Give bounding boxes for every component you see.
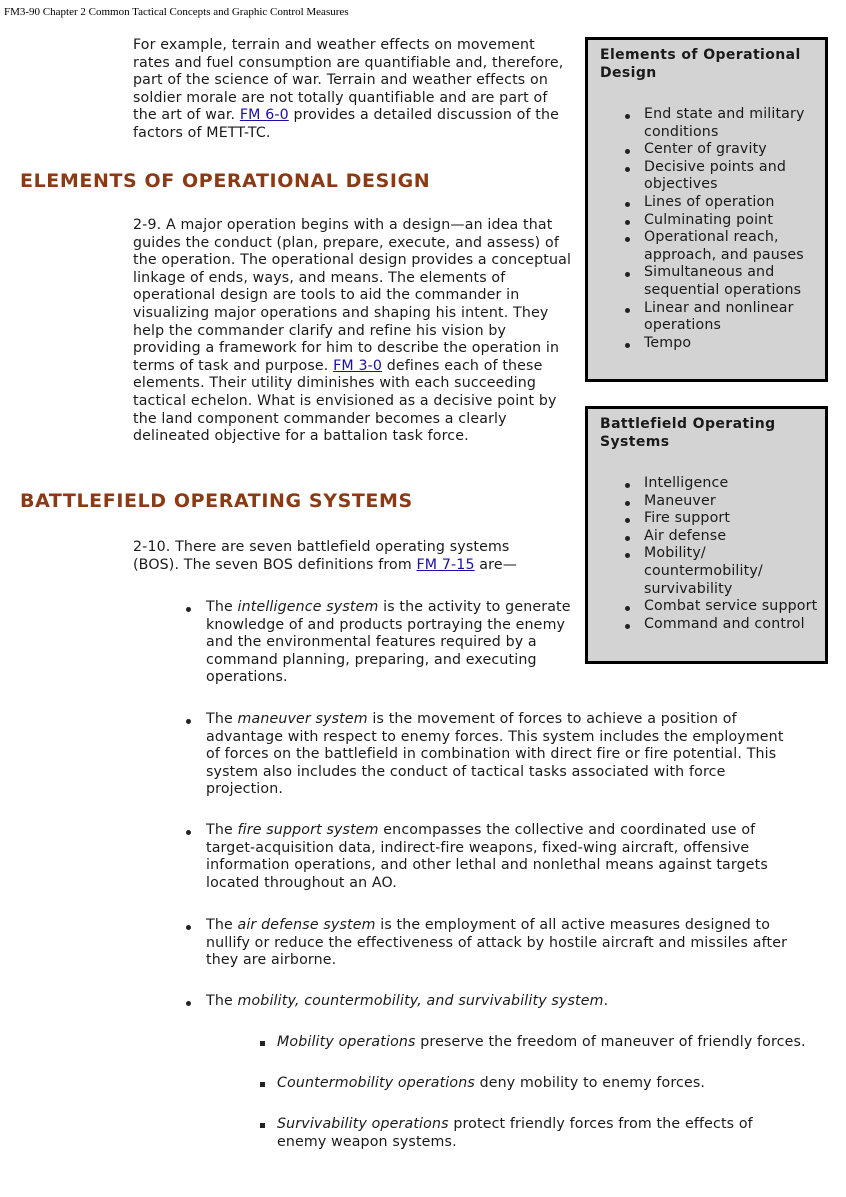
bullet-icon [186, 719, 191, 724]
sidebar-list-item [588, 300, 828, 335]
bullet-icon [625, 237, 630, 242]
item-lead: The [206, 599, 238, 615]
sidebar-item-text: Air defense [644, 527, 727, 544]
intro-text-end: provides a detailed discussion of the factors of METT-TC. [133, 107, 560, 141]
bullet-icon [625, 308, 630, 313]
sidebar-item-text: Combat service support [644, 598, 818, 615]
sub-item-term: Mobility operations [277, 1034, 416, 1050]
bullet-icon [625, 606, 630, 611]
sub-list-item [277, 1034, 822, 1052]
paragraph-2-10-text-end: are— [474, 556, 518, 573]
section-heading-operational-design: ELEMENTS OF OPERATIONAL DESIGN [20, 170, 431, 192]
sub-item-term: Countermobility operations [277, 1075, 475, 1091]
sidebar-item-text: Command and control [644, 615, 805, 632]
paragraph-2-9-text: 2-9. A major operation begins with a design—an idea that guides the conduct (plan, prepare, execute, and assess) of the operation. The operational design provides a conceptual linkage of ends, ways, and means. The elements of operational design are tools to aid the commander in visualizing major operations and shaping his intent. They help the commander clarify and refine his vision by providing a framework for him to describe the operation in terms of task and purpose. [133, 217, 572, 374]
sidebar-item-text: Maneuver [644, 492, 716, 509]
bullet-icon [625, 518, 630, 523]
sidebar-list-item [588, 528, 828, 546]
sidebar-item-text: Mobility/ countermobility/ survivability [644, 545, 763, 597]
bullet-icon [625, 220, 630, 225]
sidebar-list-item [588, 475, 828, 493]
item-lead: The [206, 917, 238, 933]
item-text: is the movement of forces to achieve a position of advantage with respect to enemy forces. This system includes the employment of forces on the battlefield in combination with direct fire or fire potential. This system also includes the conduct of tactical tasks associated with force projection. [206, 711, 784, 798]
list-item [206, 711, 796, 799]
sidebar-item-text: End state and military conditions [644, 106, 805, 140]
sidebar-list-item [588, 335, 828, 353]
bullet-icon [625, 501, 630, 506]
item-lead: The [206, 711, 238, 727]
sidebar-list [588, 475, 828, 633]
sidebar-title: Elements of Operational Design [600, 47, 801, 81]
bullet-icon [625, 202, 630, 207]
sidebar-list-item [588, 212, 828, 230]
sidebar-list-item [588, 229, 828, 264]
sidebar-list-item [588, 545, 828, 598]
sub-list-item [277, 1075, 822, 1093]
sub-item-text: preserve the freedom of maneuver of friendly forces. [415, 1034, 806, 1050]
sidebar-list-item [588, 598, 828, 616]
item-term: intelligence system [237, 599, 379, 615]
list-item [206, 993, 796, 1011]
bullet-icon [625, 624, 630, 629]
sub-item-text: deny mobility to enemy forces. [474, 1075, 706, 1091]
paragraph-2-9-text-end: defines each of these elements. Their utility diminishes with each succeeding tactical echelon. What is envisioned as a decisive point by the land component commander becomes a clearly delineated objective for a battalion task force. [133, 357, 557, 445]
sidebar-list-item [588, 159, 828, 194]
sub-list-item [277, 1116, 777, 1151]
bullet-icon [625, 343, 630, 348]
sidebar-operational-design [585, 37, 828, 382]
item-text: . [603, 993, 609, 1009]
sidebar-item-text: Lines of operation [644, 193, 775, 210]
sidebar-item-text: Tempo [644, 334, 692, 351]
sidebar-bos [585, 406, 828, 664]
bullet-icon [186, 607, 191, 612]
list-item [206, 822, 796, 892]
sidebar-title: Battlefield Operating Systems [600, 416, 776, 450]
sidebar-list-item [588, 510, 828, 528]
square-bullet-icon [260, 1082, 265, 1087]
bullet-icon [625, 167, 630, 172]
bullet-icon [625, 553, 630, 558]
sidebar-list-item [588, 106, 828, 141]
sidebar-list-item [588, 194, 828, 212]
bullet-icon [625, 536, 630, 541]
bullet-icon [186, 925, 191, 930]
square-bullet-icon [260, 1041, 265, 1046]
bullet-icon [625, 483, 630, 488]
sidebar-item-text: Intelligence [644, 475, 729, 491]
bullet-icon [186, 830, 191, 835]
item-text: encompasses the collective and coordinated use of target-acquisition data, indirect-fire weapons, fixed-wing aircraft, offensive information operations, and other lethal and nonlethal means against targets located throughout an AO. [206, 822, 768, 891]
item-term: maneuver system [237, 711, 368, 727]
item-lead: The [206, 993, 238, 1009]
item-term: fire support system [237, 822, 379, 838]
sidebar-item-text: Center of gravity [644, 141, 767, 158]
paragraph-2-10 [133, 539, 553, 574]
fm-7-15-link[interactable]: FM 7-15 [416, 556, 475, 573]
list-item [206, 917, 796, 970]
fm-3-0-link[interactable]: FM 3-0 [333, 357, 383, 374]
sidebar-item-text: Operational reach, approach, and pauses [644, 229, 804, 263]
sidebar-item-text: Linear and nonlinear operations [644, 299, 794, 334]
intro-paragraph [133, 37, 575, 143]
bullet-icon [625, 114, 630, 119]
item-lead: The [206, 822, 238, 838]
sidebar-list-item [588, 264, 828, 299]
bullet-icon [625, 272, 630, 277]
sidebar-item-text: Culminating point [644, 211, 774, 228]
bullet-icon [186, 1001, 191, 1006]
sidebar-item-text: Simultaneous and sequential operations [644, 264, 802, 298]
item-term: air defense system [237, 917, 376, 933]
paragraph-2-9 [133, 217, 575, 446]
fm-6-0-link[interactable]: FM 6-0 [239, 107, 289, 124]
item-text: is the activity to generate knowledge of and products portraying the enemy and the environmental features required by a command planning, preparing, and executing operations. [206, 599, 571, 686]
sub-item-text: protect friendly forces from the effects of enemy weapon systems. [277, 1116, 753, 1150]
square-bullet-icon [260, 1123, 265, 1128]
sub-item-term: Survivability operations [277, 1116, 449, 1132]
item-term: mobility, countermobility, and survivability system [237, 993, 604, 1009]
sidebar-list-item [588, 141, 828, 159]
sidebar-list-item [588, 616, 828, 634]
sidebar-list-item [588, 493, 828, 511]
bullet-icon [625, 149, 630, 154]
sidebar-list [588, 106, 828, 352]
paragraph-2-10-text: 2-10. There are seven battlefield operating systems (BOS). The seven BOS definitions from [133, 539, 510, 573]
running-header: FM3-90 Chapter 2 Common Tactical Concepts and Graphic Control Measures [4, 6, 349, 18]
intro-text: For example, terrain and weather effects on movement rates and fuel consumption are quantifiable and, therefore, part of the science of war. Terrain and weather effects on soldier morale are not totally quantifiable and are part of the art of war. [133, 37, 564, 124]
sidebar-item-text: Decisive points and objectives [644, 158, 786, 193]
list-item [206, 599, 576, 687]
sidebar-item-text: Fire support [644, 510, 731, 527]
item-text: is the employment of all active measures designed to nullify or reduce the effectiveness of attack by hostile aircraft and missiles after they are airborne. [206, 917, 788, 969]
section-heading-bos: BATTLEFIELD OPERATING SYSTEMS [20, 490, 413, 512]
